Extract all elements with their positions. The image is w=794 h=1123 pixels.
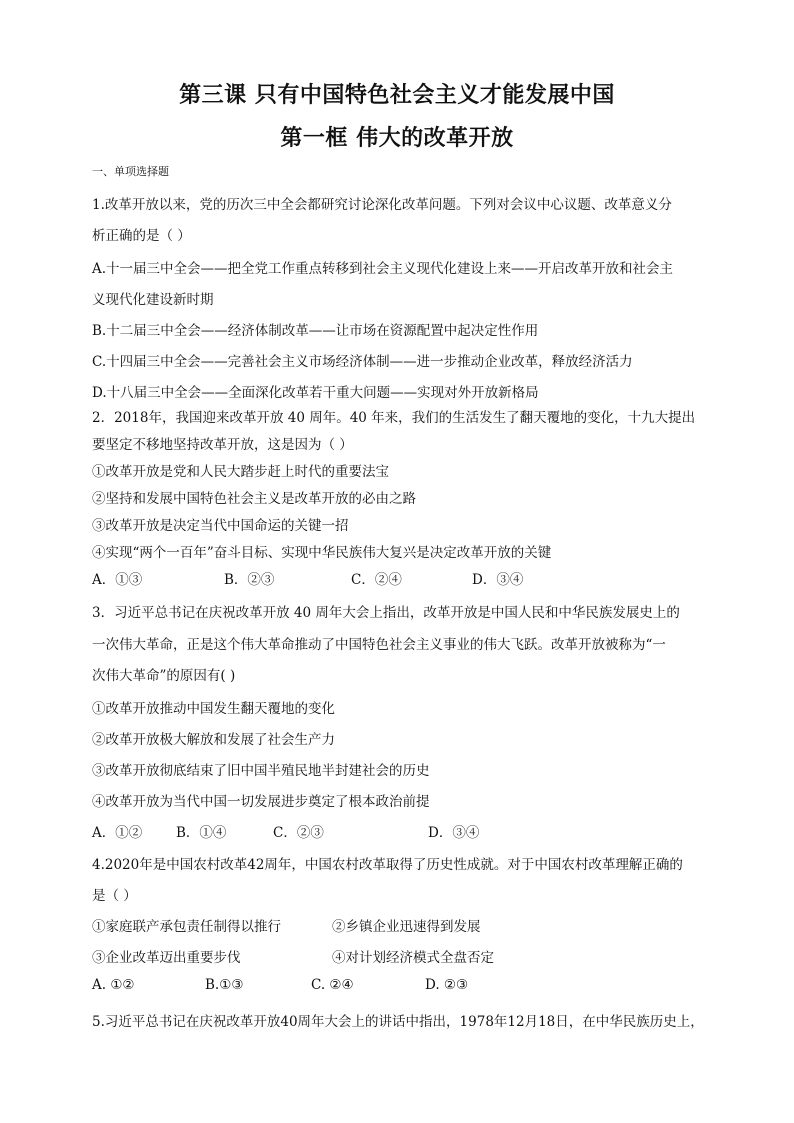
q3-option-a: A．①② bbox=[92, 825, 143, 841]
q4-option-c: C. ②④ bbox=[311, 977, 354, 993]
q4-statement-2: ②乡镇企业迅速得到发展 bbox=[332, 919, 481, 935]
q2-stem-line2: 要坚定不移地坚持改革开放，这是因为（ ） bbox=[92, 437, 353, 453]
q3-statement-4: ④改革开放为当代中国一切发展进步奠定了根本政治前提 bbox=[92, 794, 430, 810]
q3-option-b: B．①④ bbox=[176, 825, 227, 841]
q1-stem-line2: 析正确的是（ ） bbox=[92, 228, 191, 244]
q4-statement-1: ①家庭联产承包责任制得以推行 bbox=[92, 919, 281, 935]
q3-statement-2: ②改革开放极大解放和发展了社会生产力 bbox=[92, 732, 335, 748]
q3-stem-line1: 3．习近平总书记在庆祝改革开放 40 周年大会上指出，改革开放是中国人民和中华民族发展史上的 bbox=[92, 605, 680, 621]
q4-option-d: D. ②③ bbox=[425, 977, 469, 993]
q2-stem-line1: 2．2018年，我国迎来改革开放 40 周年。40 年来，我们的生活发生了翻天覆地的变化，十九大提出 bbox=[92, 410, 696, 426]
q1-option-a-line2: 义现代化建设新时期 bbox=[92, 292, 214, 308]
q1-option-b: B.十二届三中全会——经济体制改革——让市场在资源配置中起决定性作用 bbox=[92, 323, 539, 339]
q2-statement-1: ①改革开放是党和人民大踏步赶上时代的重要法宝 bbox=[92, 464, 389, 480]
q4-stem-line2: 是（ ） bbox=[92, 888, 137, 904]
q1-option-a-line1: A.十一届三中全会——把全党工作重点转移到社会主义现代化建设上来——开启改革开放和社会主 bbox=[92, 261, 674, 277]
q2-statement-2: ②坚持和发展中国特色社会主义是改革开放的必由之路 bbox=[92, 491, 416, 507]
q4-stem-line1: 4.2020年是中国农村改革42周年，中国农村改革取得了历史性成就。对于中国农村改革理解正确的 bbox=[92, 857, 683, 873]
q3-stem-line3: 次伟大革命”的原因有( ) bbox=[92, 668, 236, 684]
q4-option-a: A. ①② bbox=[92, 977, 135, 993]
q5-stem-line1: 5.习近平总书记在庆祝改革开放40周年大会上的讲话中指出，1978年12月18日，在中华民族历史上， bbox=[92, 1014, 704, 1030]
q1-option-d: D.十八届三中全会——全面深化改革若干重大问题——实现对外开放新格局 bbox=[92, 385, 539, 401]
q4-statement-4: ④对计划经济模式全盘否定 bbox=[332, 950, 494, 966]
q2-option-a: A．①③ bbox=[92, 572, 143, 588]
q4-statement-3: ③企业改革迈出重要步伐 bbox=[92, 950, 241, 966]
q3-option-c: C．②③ bbox=[273, 825, 324, 841]
q3-stem-line2: 一次伟大革命，正是这个伟大革命推动了中国特色社会主义事业的伟大飞跃。改革开放被称为“一 bbox=[92, 637, 666, 653]
q4-option-b: B.①③ bbox=[205, 977, 244, 993]
q1-stem-line1: 1.改革开放以来，党的历次三中全会都研究讨论深化改革问题。下列对会议中心议题、改革意义分 bbox=[92, 197, 672, 213]
q2-option-d: D．③④ bbox=[472, 572, 524, 588]
page-title: 第三课 只有中国特色社会主义才能发展中国 bbox=[179, 83, 615, 108]
q3-option-d: D．③④ bbox=[428, 825, 480, 841]
q2-option-b: B．②③ bbox=[224, 572, 275, 588]
q1-option-c: C.十四届三中全会——完善社会主义市场经济体制——进一步推动企业改革，释放经济活力 bbox=[92, 354, 633, 370]
q2-option-c: C．②④ bbox=[351, 572, 402, 588]
page-subtitle: 第一框 伟大的改革开放 bbox=[280, 126, 514, 151]
q2-statement-4: ④实现“两个一百年”奋斗目标、实现中华民族伟大复兴是决定改革开放的关键 bbox=[92, 545, 552, 561]
q2-statement-3: ③改革开放是决定当代中国命运的关键一招 bbox=[92, 518, 349, 534]
q3-statement-3: ③改革开放彻底结束了旧中国半殖民地半封建社会的历史 bbox=[92, 763, 430, 779]
q3-statement-1: ①改革开放推动中国发生翻天覆地的变化 bbox=[92, 701, 335, 717]
section-heading: 一、单项选择题 bbox=[92, 165, 169, 178]
